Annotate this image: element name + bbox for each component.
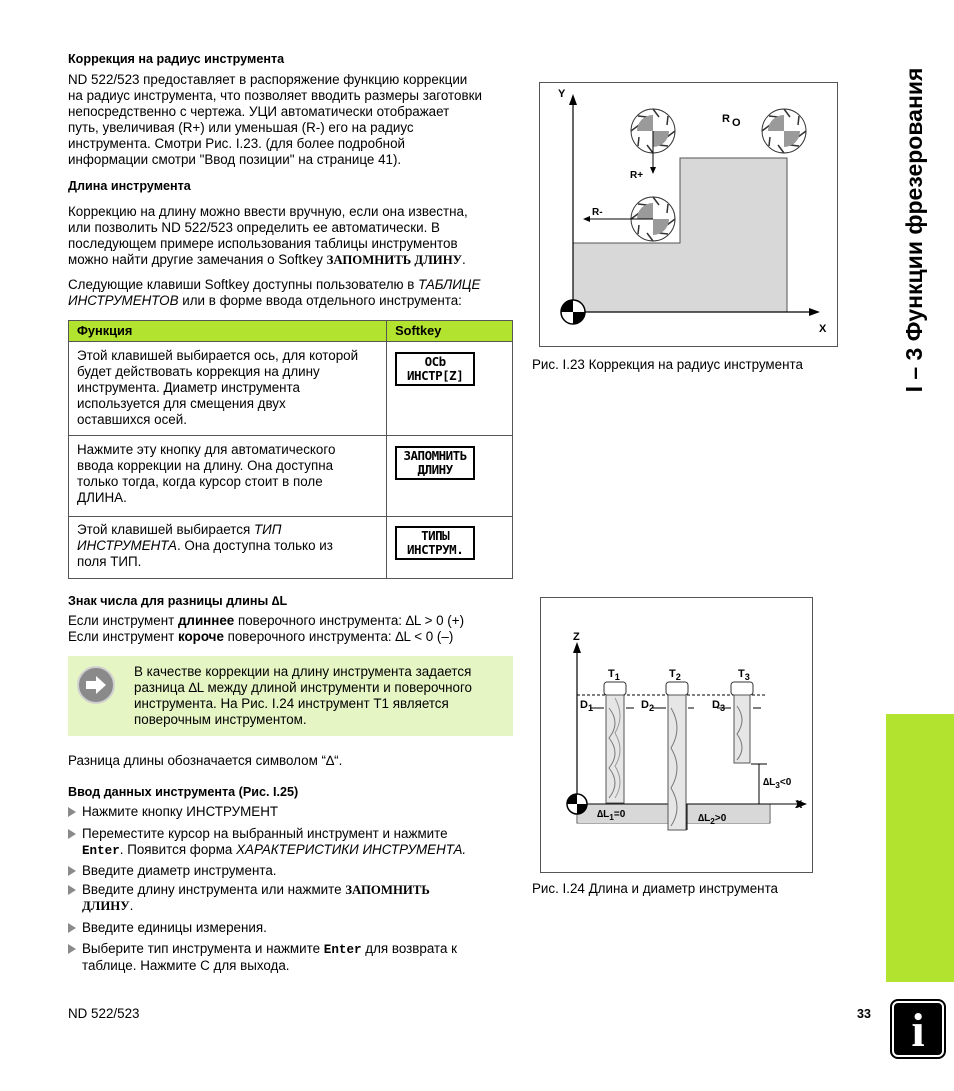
text: можно найти другие замечания о Softkey	[68, 252, 327, 267]
text: ИНСТРУМЕНТОВ	[68, 293, 179, 308]
tool-t2	[666, 682, 688, 830]
text: поверочного инструмента: ∆L < 0 (–)	[223, 629, 454, 644]
text: 1	[614, 672, 620, 683]
text: или в форме ввода отдельного инструмента:	[178, 293, 462, 308]
para-line: инструмента. Смотри Рис. I.23. (для более подробной	[68, 136, 406, 151]
text: Этой клавишей выбирается	[77, 522, 254, 537]
text: Нажмите эту кнопку для автоматического	[77, 442, 336, 457]
text: разница ∆L между длиной инструменти и поверочного	[134, 680, 472, 695]
softkey-table	[68, 320, 513, 579]
text: инструмента. На Рис. I.24 инструмент T1 является	[134, 696, 449, 711]
text: T	[738, 668, 745, 680]
text: R	[722, 113, 730, 125]
text: 3	[719, 703, 726, 714]
text: 1	[609, 812, 614, 822]
heading-sign-delta: Знак числа для разницы длины ∆L	[68, 594, 288, 608]
label-t3	[738, 666, 750, 685]
para-tool-length	[68, 204, 513, 268]
softkey-label: ДЛИНУ	[417, 462, 453, 477]
info-icon[interactable]	[892, 1001, 944, 1057]
side-title-wrap	[884, 30, 944, 430]
axis-label-y: Y	[558, 88, 566, 100]
step-item	[68, 882, 508, 914]
text: O	[731, 117, 741, 129]
step-item	[68, 826, 508, 859]
label-t2	[669, 666, 681, 685]
step-bullet-icon	[68, 923, 76, 933]
text: ввода коррекции на длину. Она доступна	[77, 458, 334, 473]
text: В качестве коррекции на длину инструмента задается	[134, 664, 472, 679]
col-header-function: Функция	[69, 321, 387, 342]
side-tab-green	[886, 714, 954, 982]
para-line: информации смотри "Ввод позиции" на странице 41).	[68, 152, 402, 167]
text: ТИП	[253, 522, 282, 537]
label-r-plus: R+	[630, 170, 644, 181]
text: ТАБЛИЦЕ	[418, 277, 481, 292]
text: поверочным инструментом.	[134, 712, 307, 727]
para-sign-delta	[68, 613, 513, 645]
axis-label-x: X	[819, 323, 827, 335]
text: ХАРАКТЕРИСТИКИ ИНСТРУМЕНТА.	[236, 842, 467, 857]
heading-tool-data-entry: Ввод данных инструмента (Рис. I.25)	[68, 785, 299, 799]
text: Если инструмент	[68, 613, 178, 628]
text: .	[129, 898, 134, 913]
note-box	[68, 656, 513, 736]
step-item	[68, 804, 508, 820]
para-line: Коррекцию на длину можно ввести вручную, если она известна,	[68, 204, 468, 219]
radius-correction-diagram	[540, 83, 839, 348]
row-description	[69, 436, 387, 517]
softkey-label: ИНСТРУМ.	[407, 542, 464, 557]
row-description	[69, 517, 387, 579]
tool-length-diagram	[541, 598, 814, 874]
text: Если инструмент	[68, 629, 178, 644]
text: ∆L	[763, 777, 776, 788]
text: поля ТИП.	[77, 554, 142, 569]
text: Выберите тип инструмента и нажмите	[82, 941, 324, 956]
step-bullet-icon	[68, 885, 76, 895]
text: ∆L	[698, 813, 711, 824]
table-row	[69, 517, 513, 579]
text: >0	[714, 813, 727, 824]
axis-label-x: X	[795, 799, 803, 811]
table-row	[69, 436, 513, 517]
key-ref: Enter	[82, 844, 120, 858]
softkey-label: ТИПЫ	[421, 528, 450, 543]
text: . Она доступна только из	[176, 538, 333, 553]
softkey-ref: ЗАПОМНИТЬ	[345, 883, 430, 897]
text: для возврата к	[361, 941, 458, 956]
note-text	[134, 664, 509, 728]
label-r0	[722, 111, 741, 127]
text: Введите единицы измерения.	[82, 920, 267, 935]
para-line: ND 522/523 предоставляет в распоряжение функцию коррекции	[68, 72, 468, 87]
text: таблице. Нажмите C для выхода.	[82, 958, 290, 973]
softkey-axis-tool[interactable]	[395, 352, 475, 386]
text: 1	[587, 703, 594, 714]
axis-label-z: Z	[573, 631, 580, 643]
text: Введите длину инструмента или нажмите	[82, 882, 346, 897]
label-r-minus: R-	[592, 207, 603, 218]
tool-t1	[604, 682, 626, 803]
softkey-ref: ЗАПОМНИТЬ ДЛИНУ	[326, 253, 463, 267]
text: T	[669, 668, 676, 680]
softkey-label: ИНСТР[Z]	[407, 368, 464, 383]
text: <0	[779, 777, 792, 788]
text: .	[462, 252, 466, 267]
para-softkeys-available	[68, 277, 513, 309]
label-d3	[712, 697, 725, 716]
delta-symbol-line: Разница длины обозначается символом “∆“.	[68, 753, 343, 768]
text: Нажмите кнопку ИНСТРУМЕНТ	[82, 804, 279, 819]
softkey-cell	[387, 342, 513, 436]
text: D	[580, 699, 588, 711]
text: Этой клавишей выбирается ось, для которой	[77, 348, 359, 363]
softkey-cell	[387, 517, 513, 579]
softkey-label: OCb	[424, 354, 446, 369]
text: 2	[710, 816, 715, 826]
text: 2	[675, 672, 681, 683]
softkey-ref: ДЛИНУ	[82, 899, 130, 913]
page-number: 33	[857, 1007, 871, 1021]
step-item	[68, 941, 508, 974]
text: используется для смещения двух	[77, 396, 286, 411]
label-t1	[608, 666, 620, 685]
origin-marker	[567, 794, 587, 814]
heading-radius-correction: Коррекция на радиус инструмента	[68, 52, 285, 66]
text: 3	[744, 672, 750, 683]
arrow-right-icon	[77, 666, 115, 704]
step-item	[68, 863, 508, 879]
figure-tool-length-diameter	[540, 597, 813, 873]
text: только тогда, когда курсор стоит в поле	[77, 474, 323, 489]
label-delta-l1	[597, 807, 625, 825]
table-row	[69, 342, 513, 436]
text: оставшихся осей.	[77, 412, 187, 427]
step-item	[68, 920, 508, 936]
para-line: на радиус инструмента, что позволяет вводить размеры заготовки	[68, 88, 482, 103]
row-description	[69, 342, 387, 436]
cutter-top-right	[762, 109, 806, 153]
softkey-teach-length[interactable]	[395, 446, 475, 480]
text: 2	[648, 703, 655, 714]
side-title: I – 3 Функции фрезерования	[901, 67, 927, 393]
label-d1	[580, 697, 593, 716]
step-bullet-icon	[68, 944, 76, 954]
label-d2	[641, 697, 654, 716]
text: Введите диаметр инструмента.	[82, 863, 277, 878]
col-header-softkey: Softkey	[387, 321, 513, 342]
heading-tool-length: Длина инструмента	[68, 179, 191, 193]
text: Переместите курсор на выбранный инструмент и нажмите	[82, 826, 448, 841]
para-line: путь, увеличивая (R+) или уменьшая (R-) его на радиус	[68, 120, 414, 135]
softkey-tool-types[interactable]	[395, 526, 475, 560]
label-delta-l2	[698, 811, 726, 829]
para-line	[68, 252, 513, 268]
para-line: или позволить ND 522/523 определить ее автоматически. В	[68, 220, 440, 235]
step-bullet-icon	[68, 866, 76, 876]
origin-marker	[561, 300, 585, 324]
tool-t3	[731, 682, 753, 763]
text: короче	[177, 629, 224, 644]
text: Следующие клавиши Softkey доступны пользователю в	[68, 277, 419, 292]
label-delta-l3	[763, 775, 791, 793]
footer-model: ND 522/523	[68, 1006, 140, 1021]
key-ref: Enter	[323, 943, 362, 957]
text: =0	[613, 809, 626, 820]
text: инструмента. Диаметр инструмента	[77, 380, 300, 395]
text: D	[641, 699, 649, 711]
text: поверочного инструмента: ∆L > 0 (+)	[234, 613, 465, 628]
para-line: непосредственно с чертежа. УЦИ автоматически отображает	[68, 104, 450, 119]
figure-radius-correction	[539, 82, 838, 347]
text: D	[712, 699, 720, 711]
para-line: последующем примере использования таблицы инструментов	[68, 236, 458, 251]
step-bullet-icon	[68, 829, 76, 839]
softkey-label: ЗАПОМНИТЬ	[403, 448, 467, 463]
info-icon-letter: i	[911, 1004, 925, 1057]
figure-caption-23: Рис. I.23 Коррекция на радиус инструмента	[532, 357, 803, 372]
text: 3	[775, 780, 780, 790]
text: ∆L	[597, 809, 610, 820]
para-radius-correction	[68, 72, 513, 168]
text: . Появится форма	[119, 842, 237, 857]
text: T	[608, 668, 615, 680]
text: длиннее	[177, 613, 235, 628]
step-bullet-icon	[68, 807, 76, 817]
softkey-cell	[387, 436, 513, 517]
text: ИНСТРУМЕНТА	[77, 538, 177, 553]
text: будет действовать коррекция на длину	[77, 364, 320, 379]
text: ДЛИНА.	[77, 490, 127, 505]
figure-caption-24: Рис. I.24 Длина и диаметр инструмента	[532, 881, 778, 896]
